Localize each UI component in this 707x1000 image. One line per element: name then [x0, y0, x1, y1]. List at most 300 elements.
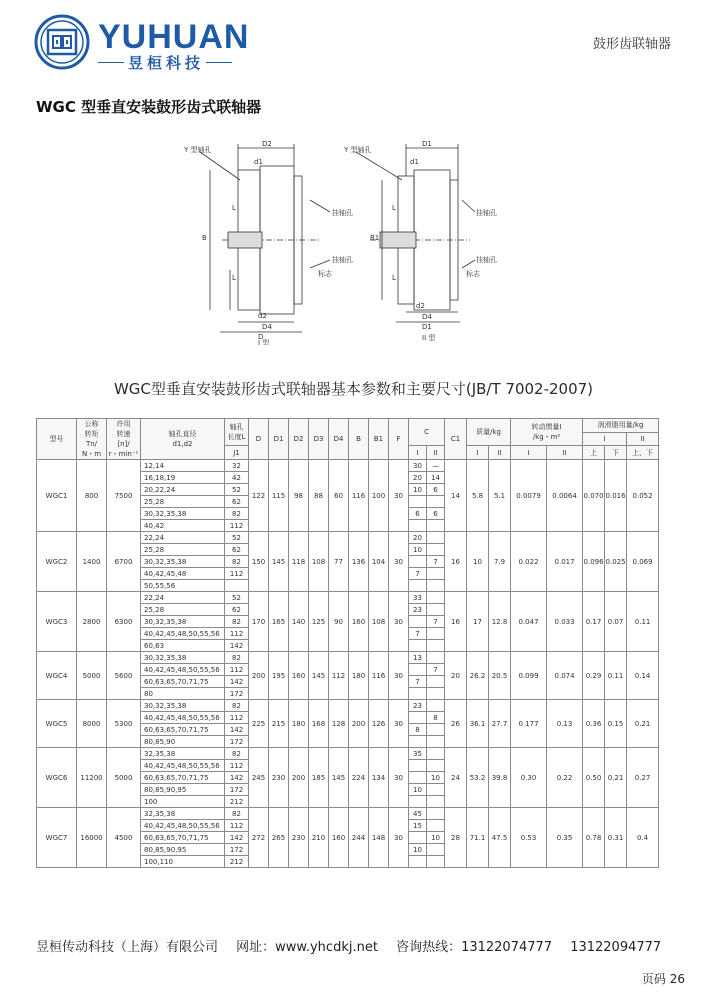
cell-d4: 112 — [329, 652, 349, 700]
cell-c-i: 33 — [409, 592, 427, 604]
cell-inertia-ii: 0.033 — [547, 592, 583, 652]
cell-f: 30 — [389, 748, 409, 808]
cell-b: 224 — [349, 748, 369, 808]
cell-bore: 60,63,65,70,71,75 — [141, 676, 225, 688]
cell-c-i: 20 — [409, 532, 427, 544]
cell-c-i — [409, 736, 427, 748]
cell-c-ii — [427, 784, 445, 796]
cell-c-ii — [427, 568, 445, 580]
cell-c1: 14 — [445, 460, 467, 532]
cell-c-ii: 14 — [427, 472, 445, 484]
cell-grease-ii: 0.27 — [627, 748, 659, 808]
cell-c-i: 7 — [409, 568, 427, 580]
right-hanger-hole-1: 挂轴孔 — [476, 209, 497, 217]
cell-c-ii: — — [427, 460, 445, 472]
cell-c-ii — [427, 724, 445, 736]
page-footer — [36, 936, 675, 955]
cell-bore: 40,42,45,48,50,55,56 — [141, 628, 225, 640]
cell-torque: 1400 — [77, 532, 107, 592]
table-head — [37, 419, 659, 460]
parameter-table-wrap — [36, 418, 654, 868]
cell-length: 52 — [225, 592, 249, 604]
left-dim-d2-small: d2 — [258, 312, 267, 320]
th-c-i: I — [409, 446, 427, 460]
cell-grease-ii: 0.21 — [627, 700, 659, 748]
cell-mass-i: 53.2 — [467, 748, 489, 808]
cell-bore: 40,42,45,48,50,55,56 — [141, 664, 225, 676]
cell-torque: 11200 — [77, 748, 107, 808]
cell-length: 212 — [225, 796, 249, 808]
cell-length: 82 — [225, 652, 249, 664]
section-tag: 鼓形齿联轴器 — [592, 37, 671, 52]
th-grease-i: I — [583, 432, 627, 446]
cell-bore: 22,24 — [141, 532, 225, 544]
cell-d4: 77 — [329, 532, 349, 592]
cell-c1: 26 — [445, 700, 467, 748]
cell-c-i: 23 — [409, 604, 427, 616]
cell-c-i: 45 — [409, 808, 427, 820]
cell-c-ii — [427, 688, 445, 700]
cell-d: 170 — [249, 592, 269, 652]
cell-torque: 16000 — [77, 808, 107, 868]
cell-d: 245 — [249, 748, 269, 808]
right-mark-label: 标志 — [466, 270, 480, 278]
left-y-hole-label: Y 型轴孔 — [184, 146, 212, 154]
cell-c-i: 13 — [409, 652, 427, 664]
cell-length: 82 — [225, 700, 249, 712]
cell-d3: 185 — [309, 748, 329, 808]
cell-c-ii — [427, 796, 445, 808]
cell-c-ii — [427, 592, 445, 604]
right-dim-l-bottom: L — [392, 274, 396, 282]
th-speed: 许用 转速 [n]/ r・min⁻¹ — [107, 419, 141, 460]
cell-bore: 60,63 — [141, 640, 225, 652]
cell-length: 142 — [225, 676, 249, 688]
cell-c-i — [409, 556, 427, 568]
cell-d: 272 — [249, 808, 269, 868]
coupling-drawing — [170, 140, 670, 345]
page-number: 页码 26 — [641, 972, 685, 986]
cell-c-i — [409, 856, 427, 868]
cell-inertia-i: 0.0079 — [511, 460, 547, 532]
cell-grease-up: 0.36 — [583, 700, 605, 748]
left-dim-l-bottom: L — [232, 274, 236, 282]
brand-name-cn: 昱桓科技 — [128, 54, 205, 72]
right-dim-l-top: L — [392, 204, 396, 212]
cell-grease-up: 0.78 — [583, 808, 605, 868]
cell-c1: 16 — [445, 532, 467, 592]
cell-grease-up: 0.29 — [583, 652, 605, 700]
cell-grease-ii: 0.052 — [627, 460, 659, 532]
cell-c-ii — [427, 736, 445, 748]
cell-mass-ii: 12.8 — [489, 592, 511, 652]
cell-torque: 800 — [77, 460, 107, 532]
cell-bore: 30,32,35,38 — [141, 508, 225, 520]
cell-c-ii: 10 — [427, 772, 445, 784]
left-hanger-hole-2: 挂轴孔 — [332, 256, 353, 264]
cell-mass-ii: 47.5 — [489, 808, 511, 868]
cell-speed: 5000 — [107, 748, 141, 808]
cell-model: WGC2 — [37, 532, 77, 592]
th-mass: 质量/kg — [467, 419, 511, 446]
th-d: D — [249, 419, 269, 460]
cell-c1: 28 — [445, 808, 467, 868]
right-dim-b1: B1 — [370, 234, 380, 242]
cell-length: 142 — [225, 724, 249, 736]
cell-speed: 7500 — [107, 460, 141, 532]
cell-bore: 25,28 — [141, 496, 225, 508]
cell-c-i: 7 — [409, 628, 427, 640]
cell-c1: 24 — [445, 748, 467, 808]
cell-length: 212 — [225, 856, 249, 868]
left-type-label: I 型 — [258, 339, 270, 345]
cell-b: 200 — [349, 700, 369, 748]
cell-inertia-ii: 0.017 — [547, 532, 583, 592]
cell-b1: 104 — [369, 532, 389, 592]
left-dim-b: B — [202, 234, 207, 242]
cell-grease-down: 0.07 — [605, 592, 627, 652]
cell-bore: 12,14 — [141, 460, 225, 472]
cell-f: 30 — [389, 808, 409, 868]
cell-c-ii: 7 — [427, 616, 445, 628]
cell-c-ii — [427, 652, 445, 664]
cell-length: 52 — [225, 532, 249, 544]
cell-bore: 25,28 — [141, 544, 225, 556]
cell-mass-i: 5.8 — [467, 460, 489, 532]
cell-c-ii: 10 — [427, 832, 445, 844]
cell-b1: 148 — [369, 808, 389, 868]
cell-length: 52 — [225, 484, 249, 496]
cell-grease-up: 0.17 — [583, 592, 605, 652]
cell-inertia-i: 0.022 — [511, 532, 547, 592]
cell-bore: 50,55,56 — [141, 580, 225, 592]
th-grease-ii: II — [627, 432, 659, 446]
cell-mass-ii: 7.9 — [489, 532, 511, 592]
cell-d4: 128 — [329, 700, 349, 748]
table-row — [37, 592, 659, 604]
cell-bore: 60,63,65,70,71,75 — [141, 832, 225, 844]
th-model: 型号 — [37, 419, 77, 460]
cell-c-ii — [427, 856, 445, 868]
cell-c-ii — [427, 748, 445, 760]
left-dim-d: D — [258, 333, 264, 341]
table-row — [37, 532, 659, 544]
cell-d4: 160 — [329, 808, 349, 868]
th-j1: J1 — [225, 446, 249, 460]
cell-c-ii: 6 — [427, 508, 445, 520]
cell-c-i: 6 — [409, 508, 427, 520]
cell-grease-up: 0.50 — [583, 748, 605, 808]
cell-d1: 165 — [269, 592, 289, 652]
cell-length: 172 — [225, 784, 249, 796]
cell-d3: 88 — [309, 460, 329, 532]
cell-c-i: 10 — [409, 484, 427, 496]
th-c: C — [409, 419, 445, 446]
cell-d1: 145 — [269, 532, 289, 592]
th-d2: D2 — [289, 419, 309, 460]
cell-length: 82 — [225, 748, 249, 760]
cell-mass-i: 26.2 — [467, 652, 489, 700]
cell-c-i — [409, 688, 427, 700]
left-dim-l-top: L — [232, 204, 236, 212]
cell-f: 30 — [389, 700, 409, 748]
right-dim-d1-bottom: D1 — [422, 323, 432, 331]
right-y-hole-label: Y 型轴孔 — [344, 146, 372, 154]
cell-c-i — [409, 772, 427, 784]
cell-length: 82 — [225, 808, 249, 820]
cell-b1: 126 — [369, 700, 389, 748]
cell-inertia-i: 0.099 — [511, 652, 547, 700]
cell-d2: 98 — [289, 460, 309, 532]
cell-speed: 4500 — [107, 808, 141, 868]
cell-length: 142 — [225, 772, 249, 784]
cell-grease-down: 0.11 — [605, 652, 627, 700]
cell-c1: 20 — [445, 652, 467, 700]
cell-length: 112 — [225, 568, 249, 580]
cell-bore: 22,24 — [141, 592, 225, 604]
cell-c-ii: 8 — [427, 712, 445, 724]
cell-c-ii: 7 — [427, 664, 445, 676]
footer-hotline-2: 13122094777 — [570, 940, 662, 955]
cell-d1: 115 — [269, 460, 289, 532]
cell-grease-ii: 0.069 — [627, 532, 659, 592]
cell-bore: 100,110 — [141, 856, 225, 868]
cell-length: 42 — [225, 472, 249, 484]
drawing-type-ii — [356, 144, 475, 322]
cell-b: 116 — [349, 460, 369, 532]
cell-c-i: 10 — [409, 784, 427, 796]
cell-d2: 200 — [289, 748, 309, 808]
cell-c-i: 15 — [409, 820, 427, 832]
cell-bore: 100 — [141, 796, 225, 808]
cell-grease-down: 0.025 — [605, 532, 627, 592]
cell-bore: 40,42,45,48,50,55,56 — [141, 760, 225, 772]
cell-inertia-i: 0.177 — [511, 700, 547, 748]
cell-mass-i: 17 — [467, 592, 489, 652]
cell-c-ii — [427, 808, 445, 820]
cell-model: WGC3 — [37, 592, 77, 652]
right-dim-d1-top: D1 — [422, 140, 432, 148]
th-b1: B1 — [369, 419, 389, 460]
cell-bore: 30,32,35,38 — [141, 556, 225, 568]
cell-d3: 145 — [309, 652, 329, 700]
cell-d1: 230 — [269, 748, 289, 808]
cell-inertia-ii: 0.35 — [547, 808, 583, 868]
cell-grease-up: 0.070 — [583, 460, 605, 532]
cell-c-i — [409, 580, 427, 592]
cell-length — [225, 580, 249, 592]
footer-company: 昱桓传动科技（上海）有限公司 — [36, 940, 219, 955]
cell-c-ii — [427, 580, 445, 592]
table-row — [37, 460, 659, 472]
cell-c-i — [409, 832, 427, 844]
th-mass-ii: II — [489, 446, 511, 460]
th-grease-updown: 上、下 — [627, 446, 659, 460]
cell-model: WGC7 — [37, 808, 77, 868]
yuhuan-logo-icon — [34, 14, 90, 70]
cell-c-i: 8 — [409, 724, 427, 736]
cell-inertia-ii: 0.22 — [547, 748, 583, 808]
cell-length: 112 — [225, 712, 249, 724]
th-grease-down: 下 — [605, 446, 627, 460]
cell-c-ii — [427, 604, 445, 616]
cell-c-ii — [427, 760, 445, 772]
cell-c-ii — [427, 628, 445, 640]
cell-b: 136 — [349, 532, 369, 592]
th-d1: D1 — [269, 419, 289, 460]
cell-d2: 118 — [289, 532, 309, 592]
cell-bore: 80,85,90 — [141, 736, 225, 748]
cell-d3: 125 — [309, 592, 329, 652]
cell-d: 200 — [249, 652, 269, 700]
cell-inertia-i: 0.53 — [511, 808, 547, 868]
cell-speed: 5600 — [107, 652, 141, 700]
cell-mass-ii: 20.5 — [489, 652, 511, 700]
cell-speed: 6300 — [107, 592, 141, 652]
cell-length: 142 — [225, 640, 249, 652]
cell-bore: 40,42,45,48 — [141, 568, 225, 580]
th-inertia-ii: II — [547, 446, 583, 460]
right-dim-d4: D4 — [422, 313, 432, 321]
page-header — [0, 0, 707, 80]
cell-mass-ii: 5.1 — [489, 460, 511, 532]
cell-c-ii — [427, 544, 445, 556]
cell-c-i — [409, 712, 427, 724]
cell-f: 30 — [389, 532, 409, 592]
cell-grease-ii: 0.11 — [627, 592, 659, 652]
cell-b: 180 — [349, 652, 369, 700]
cell-d: 225 — [249, 700, 269, 748]
th-inertia-i: I — [511, 446, 547, 460]
cell-d3: 210 — [309, 808, 329, 868]
cell-length: 172 — [225, 736, 249, 748]
cell-inertia-i: 0.30 — [511, 748, 547, 808]
cell-d1: 215 — [269, 700, 289, 748]
cell-bore: 32,35,38 — [141, 808, 225, 820]
cell-length: 112 — [225, 520, 249, 532]
cell-model: WGC1 — [37, 460, 77, 532]
left-dim-d4: D4 — [262, 323, 272, 331]
table-row — [37, 652, 659, 664]
cell-bore: 30,32,35,38 — [141, 616, 225, 628]
cell-bore: 40,42,45,48,50,55,56 — [141, 712, 225, 724]
cell-grease-up: 0.096 — [583, 532, 605, 592]
th-d3: D3 — [309, 419, 329, 460]
cell-c1: 16 — [445, 592, 467, 652]
cell-b1: 134 — [369, 748, 389, 808]
right-type-label: II 型 — [422, 334, 436, 342]
cell-c-i: 10 — [409, 544, 427, 556]
cell-d2: 160 — [289, 652, 309, 700]
cell-bore: 16,18,19 — [141, 472, 225, 484]
cell-d3: 168 — [309, 700, 329, 748]
cell-d2: 230 — [289, 808, 309, 868]
cell-c-ii — [427, 520, 445, 532]
cell-f: 30 — [389, 460, 409, 532]
th-f: F — [389, 419, 409, 460]
cell-c-i: 23 — [409, 700, 427, 712]
cell-bore: 32,35,38 — [141, 748, 225, 760]
th-c1: C1 — [445, 419, 467, 460]
cell-bore: 80 — [141, 688, 225, 700]
cell-torque: 8000 — [77, 700, 107, 748]
cell-length: 112 — [225, 628, 249, 640]
th-d4: D4 — [329, 419, 349, 460]
th-bore: 轴孔直径 d1,d2 — [141, 419, 225, 460]
table-row — [37, 700, 659, 712]
cell-mass-ii: 27.7 — [489, 700, 511, 748]
cell-d1: 265 — [269, 808, 289, 868]
cell-c-i: 20 — [409, 472, 427, 484]
th-inertia: 转动惯量I /kg・m² — [511, 419, 583, 446]
cell-bore: 80,85,90,95 — [141, 844, 225, 856]
cell-b1: 100 — [369, 460, 389, 532]
cell-c-ii — [427, 532, 445, 544]
cell-speed: 6700 — [107, 532, 141, 592]
cell-length: 172 — [225, 844, 249, 856]
th-c-ii: II — [427, 446, 445, 460]
parameter-table — [36, 418, 659, 868]
cell-inertia-i: 0.047 — [511, 592, 547, 652]
cell-length: 112 — [225, 664, 249, 676]
cell-c-ii — [427, 676, 445, 688]
table-caption: WGC型垂直安装鼓形齿式联轴器基本参数和主要尺寸(JB/T 7002-2007) — [113, 380, 594, 398]
cell-grease-down: 0.21 — [605, 748, 627, 808]
brand-divider-right — [206, 62, 232, 63]
th-grease: 润滑脂用量/kg — [583, 419, 659, 433]
cell-d: 122 — [249, 460, 269, 532]
cell-c-ii: 7 — [427, 556, 445, 568]
cell-length: 82 — [225, 556, 249, 568]
cell-grease-down: 0.31 — [605, 808, 627, 868]
cell-speed: 5300 — [107, 700, 141, 748]
cell-length: 142 — [225, 832, 249, 844]
cell-c-ii — [427, 640, 445, 652]
th-mass-i: I — [467, 446, 489, 460]
cell-inertia-ii: 0.13 — [547, 700, 583, 748]
table-row — [37, 808, 659, 820]
cell-b: 244 — [349, 808, 369, 868]
cell-grease-down: 0.15 — [605, 700, 627, 748]
cell-mass-i: 10 — [467, 532, 489, 592]
cell-length: 82 — [225, 508, 249, 520]
cell-bore: 30,32,35,38 — [141, 652, 225, 664]
cell-d2: 180 — [289, 700, 309, 748]
cell-d3: 108 — [309, 532, 329, 592]
th-b: B — [349, 419, 369, 460]
brand-divider-left — [98, 62, 124, 63]
cell-c-ii: 6 — [427, 484, 445, 496]
cell-bore: 40,42 — [141, 520, 225, 532]
cell-length: 62 — [225, 604, 249, 616]
left-mark-label: 标志 — [318, 270, 332, 278]
cell-torque: 5000 — [77, 652, 107, 700]
drawing-type-i — [200, 144, 330, 332]
page-title: WGC 型垂直安装鼓形齿式联轴器 — [36, 98, 262, 116]
cell-mass-ii: 39.8 — [489, 748, 511, 808]
cell-model: WGC6 — [37, 748, 77, 808]
cell-bore: 60,63,65,70,71,75 — [141, 724, 225, 736]
cell-length: 112 — [225, 820, 249, 832]
cell-c-i: 30 — [409, 460, 427, 472]
left-dim-d2: D2 — [262, 140, 272, 148]
cell-mass-i: 36.1 — [467, 700, 489, 748]
cell-length: 82 — [225, 616, 249, 628]
cell-b: 160 — [349, 592, 369, 652]
cell-c-i — [409, 640, 427, 652]
cell-c-i — [409, 796, 427, 808]
left-hanger-hole-1: 挂轴孔 — [332, 209, 353, 217]
